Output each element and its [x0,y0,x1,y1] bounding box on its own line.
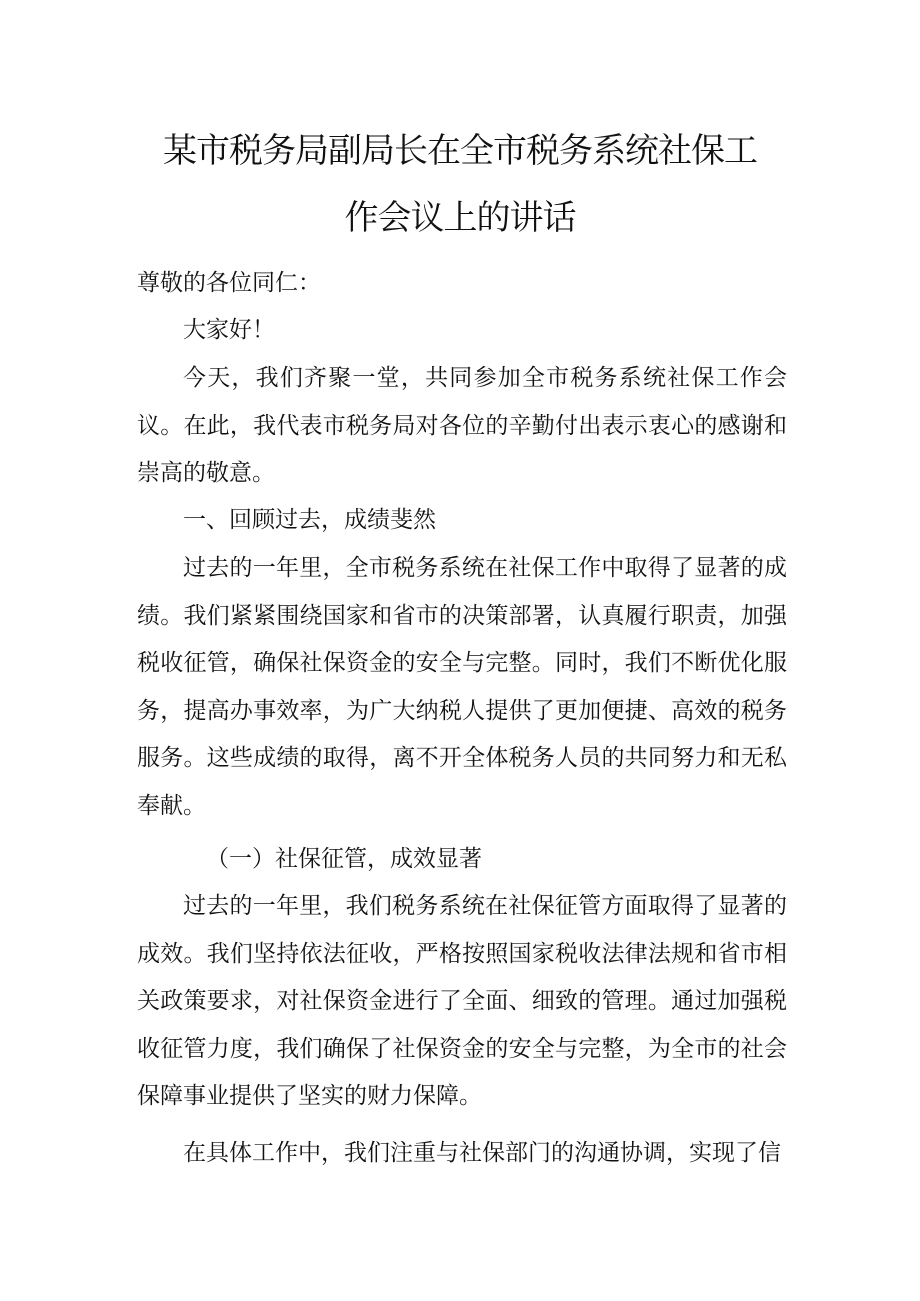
greeting: 大家好！ [183,317,275,343]
subsection-heading-collection: （一）社保征管，成效显著 [206,846,482,872]
coordination-paragraph: 在具体工作中，我们注重与社保部门的沟通协调，实现了信 [183,1140,781,1166]
collection-paragraph: 过去的一年里，我们税务系统在社保征管方面取得了显著的成效。我们坚持依法征收，严格按照国家税收法律法规和省市相关政策要求，对社保资金进行了全面、细致的管理。通过加强税收征管力度，我们确保了社保资金的安全与完整，为全市的社会保障事业提供了坚实的财力保障。 [137,893,787,1110]
document-title-line-2: 作会议上的讲话 [344,198,576,238]
section-heading-review: 一、回顾过去，成绩斐然 [183,507,436,533]
document-title-line-1: 某市税务局副局长在全市税务系统社保工 [163,131,757,171]
intro-paragraph: 今天，我们齐聚一堂，共同参加全市税务系统社保工作会议。在此，我代表市税务局对各位的辛勤付出表示衷心的感谢和崇高的敬意。 [137,365,787,487]
review-paragraph: 过去的一年里，全市税务系统在社保工作中取得了显著的成绩。我们紧紧围绕国家和省市的决策部署，认真履行职责，加强税收征管，确保社保资金的安全与完整。同时，我们不断优化服务，提高办事效率，为广大纳税人提供了更加便捷、高效的税务服务。这些成绩的取得，离不开全体税务人员的共同努力和无私奉献。 [137,555,787,819]
salutation: 尊敬的各位同仁： [137,270,321,296]
